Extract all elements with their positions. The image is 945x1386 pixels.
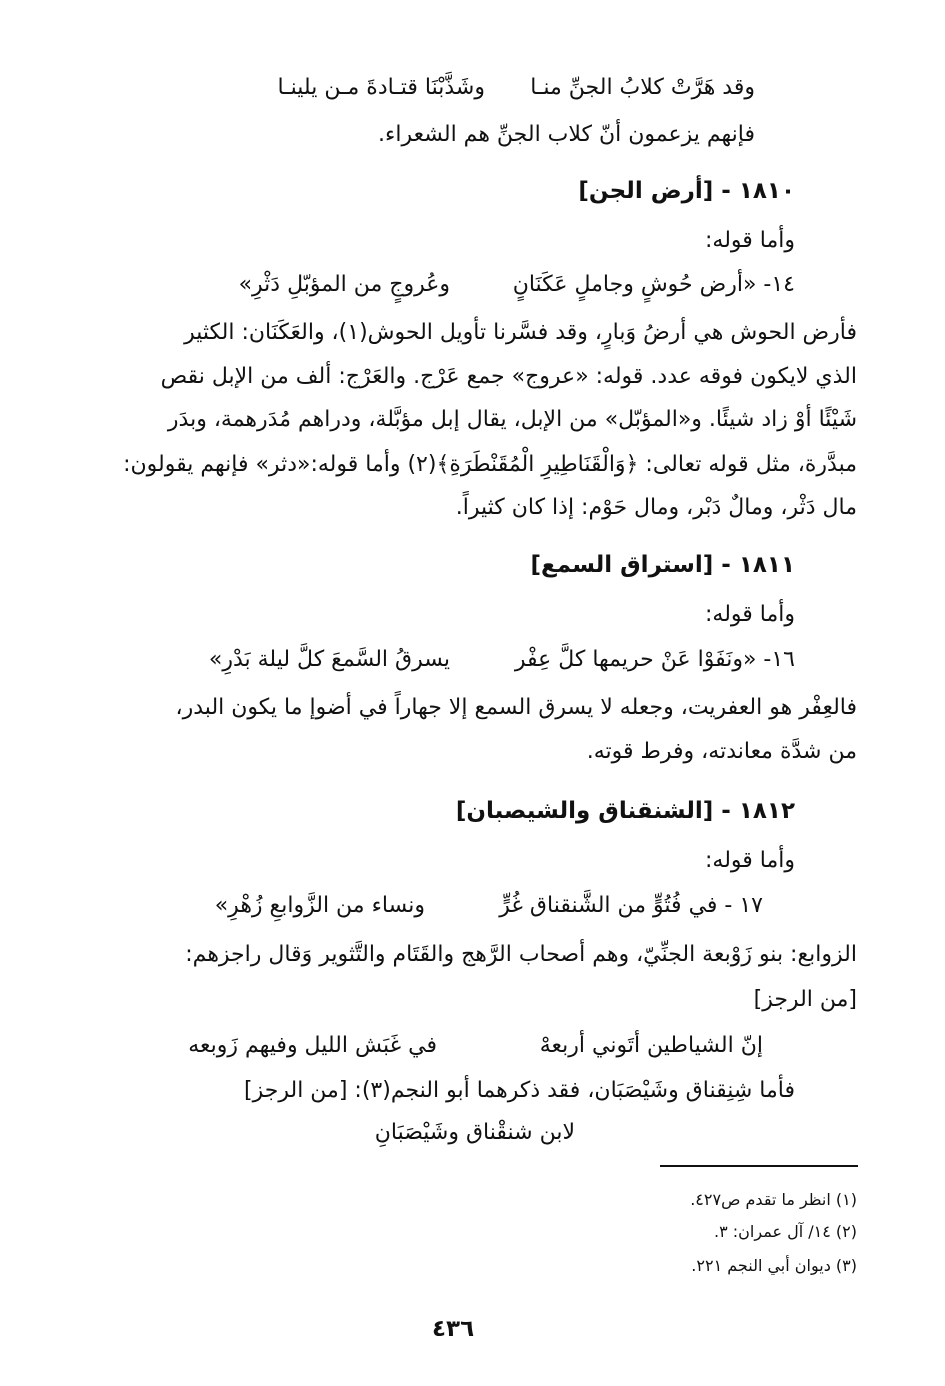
verse-14-right: ١٤- «أرض حُوشٍ وجاملٍ عَكَنَانٍ bbox=[512, 272, 795, 297]
footnote-2: (٢) ١٤/ آل عمران: ٣. bbox=[714, 1222, 857, 1241]
rajaz-left: في غَبَش الليل وفيهم زَوبعه bbox=[188, 1033, 437, 1058]
paragraph-line: فالعِفْر هو العفريت، وجعله لا يسرق السمع إلا جهاراً في أضوإ ما يكون البدر، bbox=[175, 695, 857, 720]
verse-17-left: ونساء من الزَّوابعِ زُهْرِ» bbox=[214, 893, 425, 918]
section-intro-1812: وأما قوله: bbox=[704, 848, 795, 873]
paragraph-line: مال دَثْر، ومالٌ دَبْر، ومال حَوْم: إذا كان كثيراً. bbox=[455, 495, 857, 520]
paragraph-line: من شدَّة معاندته، وفرط قوته. bbox=[586, 739, 857, 764]
opening-verse-right: وقد هَرَّتْ كلابُ الجنِّ منـا bbox=[530, 75, 755, 100]
verse-16-right: ١٦- «ونَفَوْا عَنْ حريمها كلَّ عِفْر bbox=[514, 647, 795, 672]
section-intro-1811: وأما قوله: bbox=[704, 602, 795, 627]
verse-16-left: يسرقُ السَّمعَ كلَّ ليلة بَدْرِ» bbox=[208, 647, 450, 672]
section-intro-1810: وأما قوله: bbox=[704, 228, 795, 253]
paragraph-line: شَيْئًا أوْ زاد شيئًا. و«المؤبّل» من الإبل، يقال إبل مؤبَّلة، ودراهم مُدَرهمة، وبدَر bbox=[167, 407, 857, 432]
footnote-divider bbox=[660, 1165, 858, 1167]
opening-line: فإنهم يزعمون أنّ كلاب الجنِّ هم الشعراء. bbox=[378, 122, 755, 147]
page-number: ٤٣٦ bbox=[432, 1316, 475, 1342]
section-heading-1810: ١٨١٠ - [أرض الجن] bbox=[578, 178, 795, 204]
meter-label: [من الرجز] bbox=[753, 987, 857, 1012]
paragraph-line: فأرض الحوش هي أرضُ وَبارٍ، وقد فسَّرنا تأويل الحوش(١)، والعَكَنَان: الكثير bbox=[184, 320, 857, 345]
rajaz-final: لابن شنقْناق وشَيْصَبَانِ bbox=[374, 1120, 575, 1145]
paragraph-line: فأما شِنِقناق وشَيْصَبَان، فقد ذكرهما أبو النجم(٣): [من الرجز] bbox=[244, 1078, 795, 1103]
footnote-3: (٣) ديوان أبي النجم ٢٢١. bbox=[691, 1256, 857, 1275]
section-heading-1812: ١٨١٢ - [الشنقناق والشيصبان] bbox=[455, 798, 795, 824]
paragraph-line: الزوابع: بنو زَوْبعة الجنِّيّ، وهم أصحاب الرَّهج والقَتَام والتَّثوير وَقال راجزهم: bbox=[185, 942, 857, 967]
paragraph-line: الذي لايكون فوقه عدد. قوله: «عروج» جمع عَرْج. والعَرْج: ألف من الإبل نقص bbox=[160, 364, 857, 389]
rajaz-right: إنّ الشياطين أتَوني أربعهْ bbox=[539, 1033, 763, 1058]
verse-17-right: ١٧ - في فُتُوٍّ من الشَّنقناق غُرٍّ bbox=[499, 893, 763, 918]
verse-14-left: وعُروجٍ من المؤبّلِ دَثْرِ» bbox=[238, 272, 450, 297]
footnote-1: (١) انظر ما تقدم ص٤٢٧. bbox=[690, 1190, 857, 1209]
paragraph-line: مبدَّرة، مثل قوله تعالى: ﴿وَالْقَنَاطِيرِ الْمُقَنْطَرَةِ﴾(٢) وأما قوله:«دثر» فإنهم يقولون: bbox=[123, 452, 857, 477]
opening-verse-left: وشَذَّبْنَا قتـادةَ مـن يلينـا bbox=[277, 75, 485, 100]
section-heading-1811: ١٨١١ - [استراق السمع] bbox=[530, 552, 795, 578]
